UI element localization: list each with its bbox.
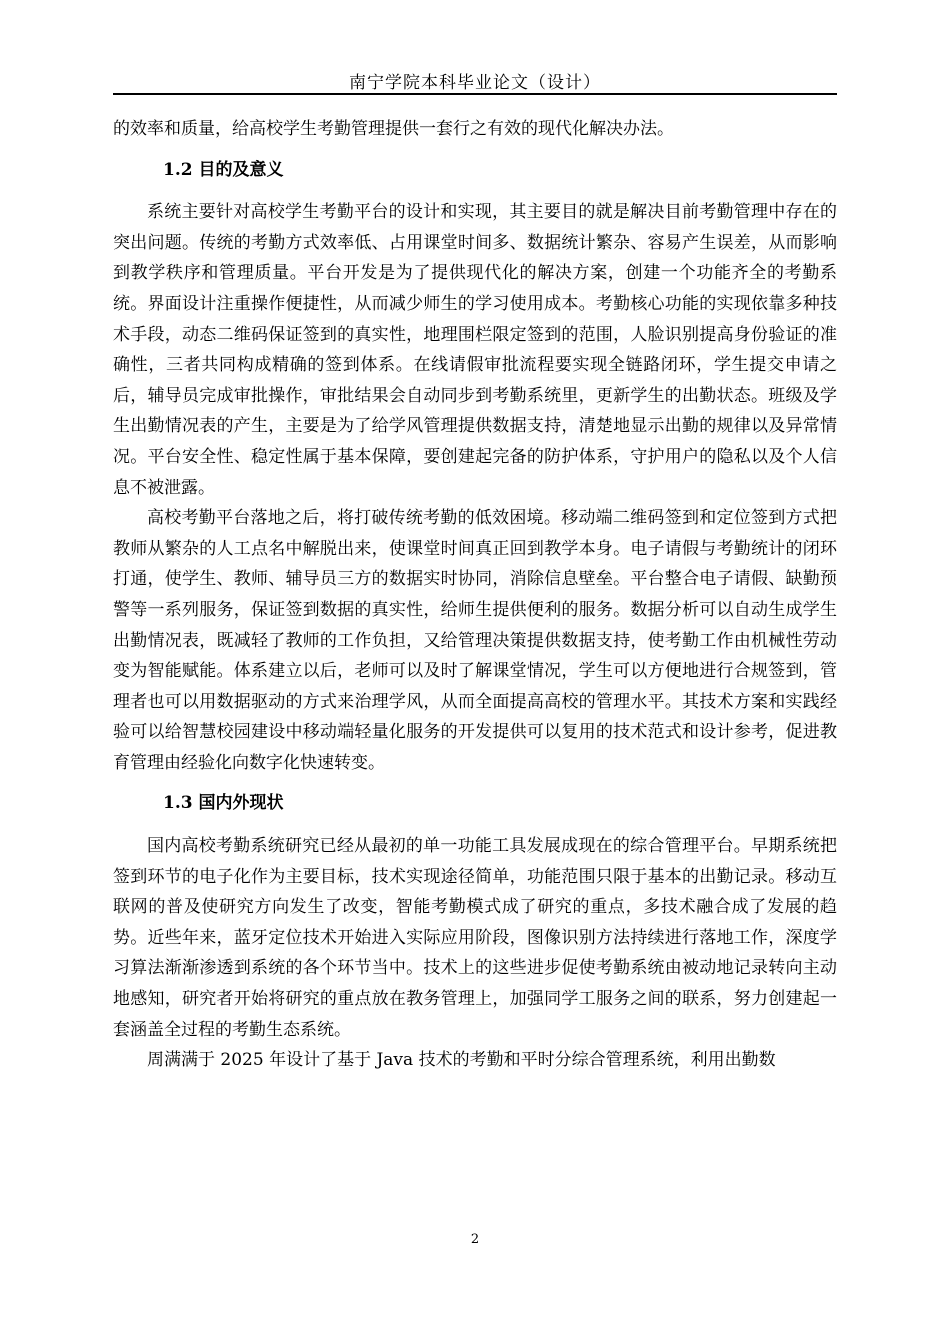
section-heading-1-2: 1.2 目的及意义 bbox=[163, 159, 284, 180]
paragraph-continuation: 的效率和质量，给高校学生考勤管理提供一套行之有效的现代化解决办法。 bbox=[113, 119, 674, 139]
paragraph-domestic-status: 国内高校考勤系统研究已经从最初的单一功能工具发展成现在的综合管理平台。早期系统把签到环节的电子化作为主要目标，技术实现途径简单，功能范围只限于基本的出勤记录。移动互联网的普及使研究方向发生了改变，智能考勤模式成了研究的重点，多技术融合成了发展的趋势。近些年来，蓝牙定位技术开始进入实际应用阶段，图像识别方法持续进行落地工作，深度学习算法渐渐渗透到系统的各个环节当中。技术上的这些进步促使考勤系统由被动地记录转向主动地感知，研究者开始将研究的重点放在教务管理上，加强同学工服务之间的联系，努力创建起一套涵盖全过程的考勤生态系统。 bbox=[113, 836, 837, 1040]
page-number: 2 bbox=[470, 1232, 480, 1247]
running-header: 南宁学院本科毕业论文（设计） bbox=[349, 73, 601, 93]
header-rule bbox=[113, 93, 837, 95]
body-text bbox=[113, 114, 837, 1076]
paragraph-significance: 高校考勤平台落地之后，将打破传统考勤的低效困境。移动端二维码签到和定位签到方式把教师从繁杂的人工点名中解脱出来，使课堂时间真正回到教学本身。电子请假与考勤统计的闭环打通，使学生、教师、辅导员三方的数据实时协同，消除信息壁垒。平台整合电子请假、缺勤预警等一系列服务，保证签到数据的真实性，给师生提供便利的服务。数据分析可以自动生成学生出勤情况表，既减轻了教师的工作负担，又给管理决策提供数据支持，使考勤工作由机械性劳动变为智能赋能。体系建立以后，老师可以及时了解课堂情况，学生可以方便地进行合规签到，管理者也可以用数据驱动的方式来治理学风，从而全面提高高校的管理水平。其技术方案和实践经验可以给智慧校园建设中移动端轻量化服务的开发提供可以复用的技术范式和设计参考，促进教育管理由经验化向数字化快速转变。 bbox=[113, 508, 837, 773]
paragraph-purpose: 系统主要针对高校学生考勤平台的设计和实现，其主要目的就是解决目前考勤管理中存在的突出问题。传统的考勤方式效率低、占用课堂时间多、数据统计繁杂、容易产生误差，从而影响到教学秩序和管理质量。平台开发是为了提供现代化的解决方案，创建一个功能齐全的考勤系统。界面设计注重操作便捷性，从而减少师生的学习使用成本。考勤核心功能的实现依靠多种技术手段，动态二维码保证签到的真实性，地理围栏限定签到的范围，人脸识别提高身份验证的准确性，三者共同构成精确的签到体系。在线请假审批流程要实现全链路闭环，学生提交申请之后，辅导员完成审批操作，审批结果会自动同步到考勤系统里，更新学生的出勤状态。班级及学生出勤情况表的产生，主要是为了给学风管理提供数据支持，清楚地显示出勤的规律以及异常情况。平台安全性、稳定性属于基本保障，要创建起完备的防护体系，守护用户的隐私以及个人信息不被泄露。 bbox=[113, 202, 837, 498]
paragraph-related-work: 周满满于 2025 年设计了基于 Java 技术的考勤和平时分综合管理系统，利用出勤数 bbox=[147, 1050, 776, 1071]
section-heading-1-3: 1.3 国内外现状 bbox=[163, 793, 284, 814]
